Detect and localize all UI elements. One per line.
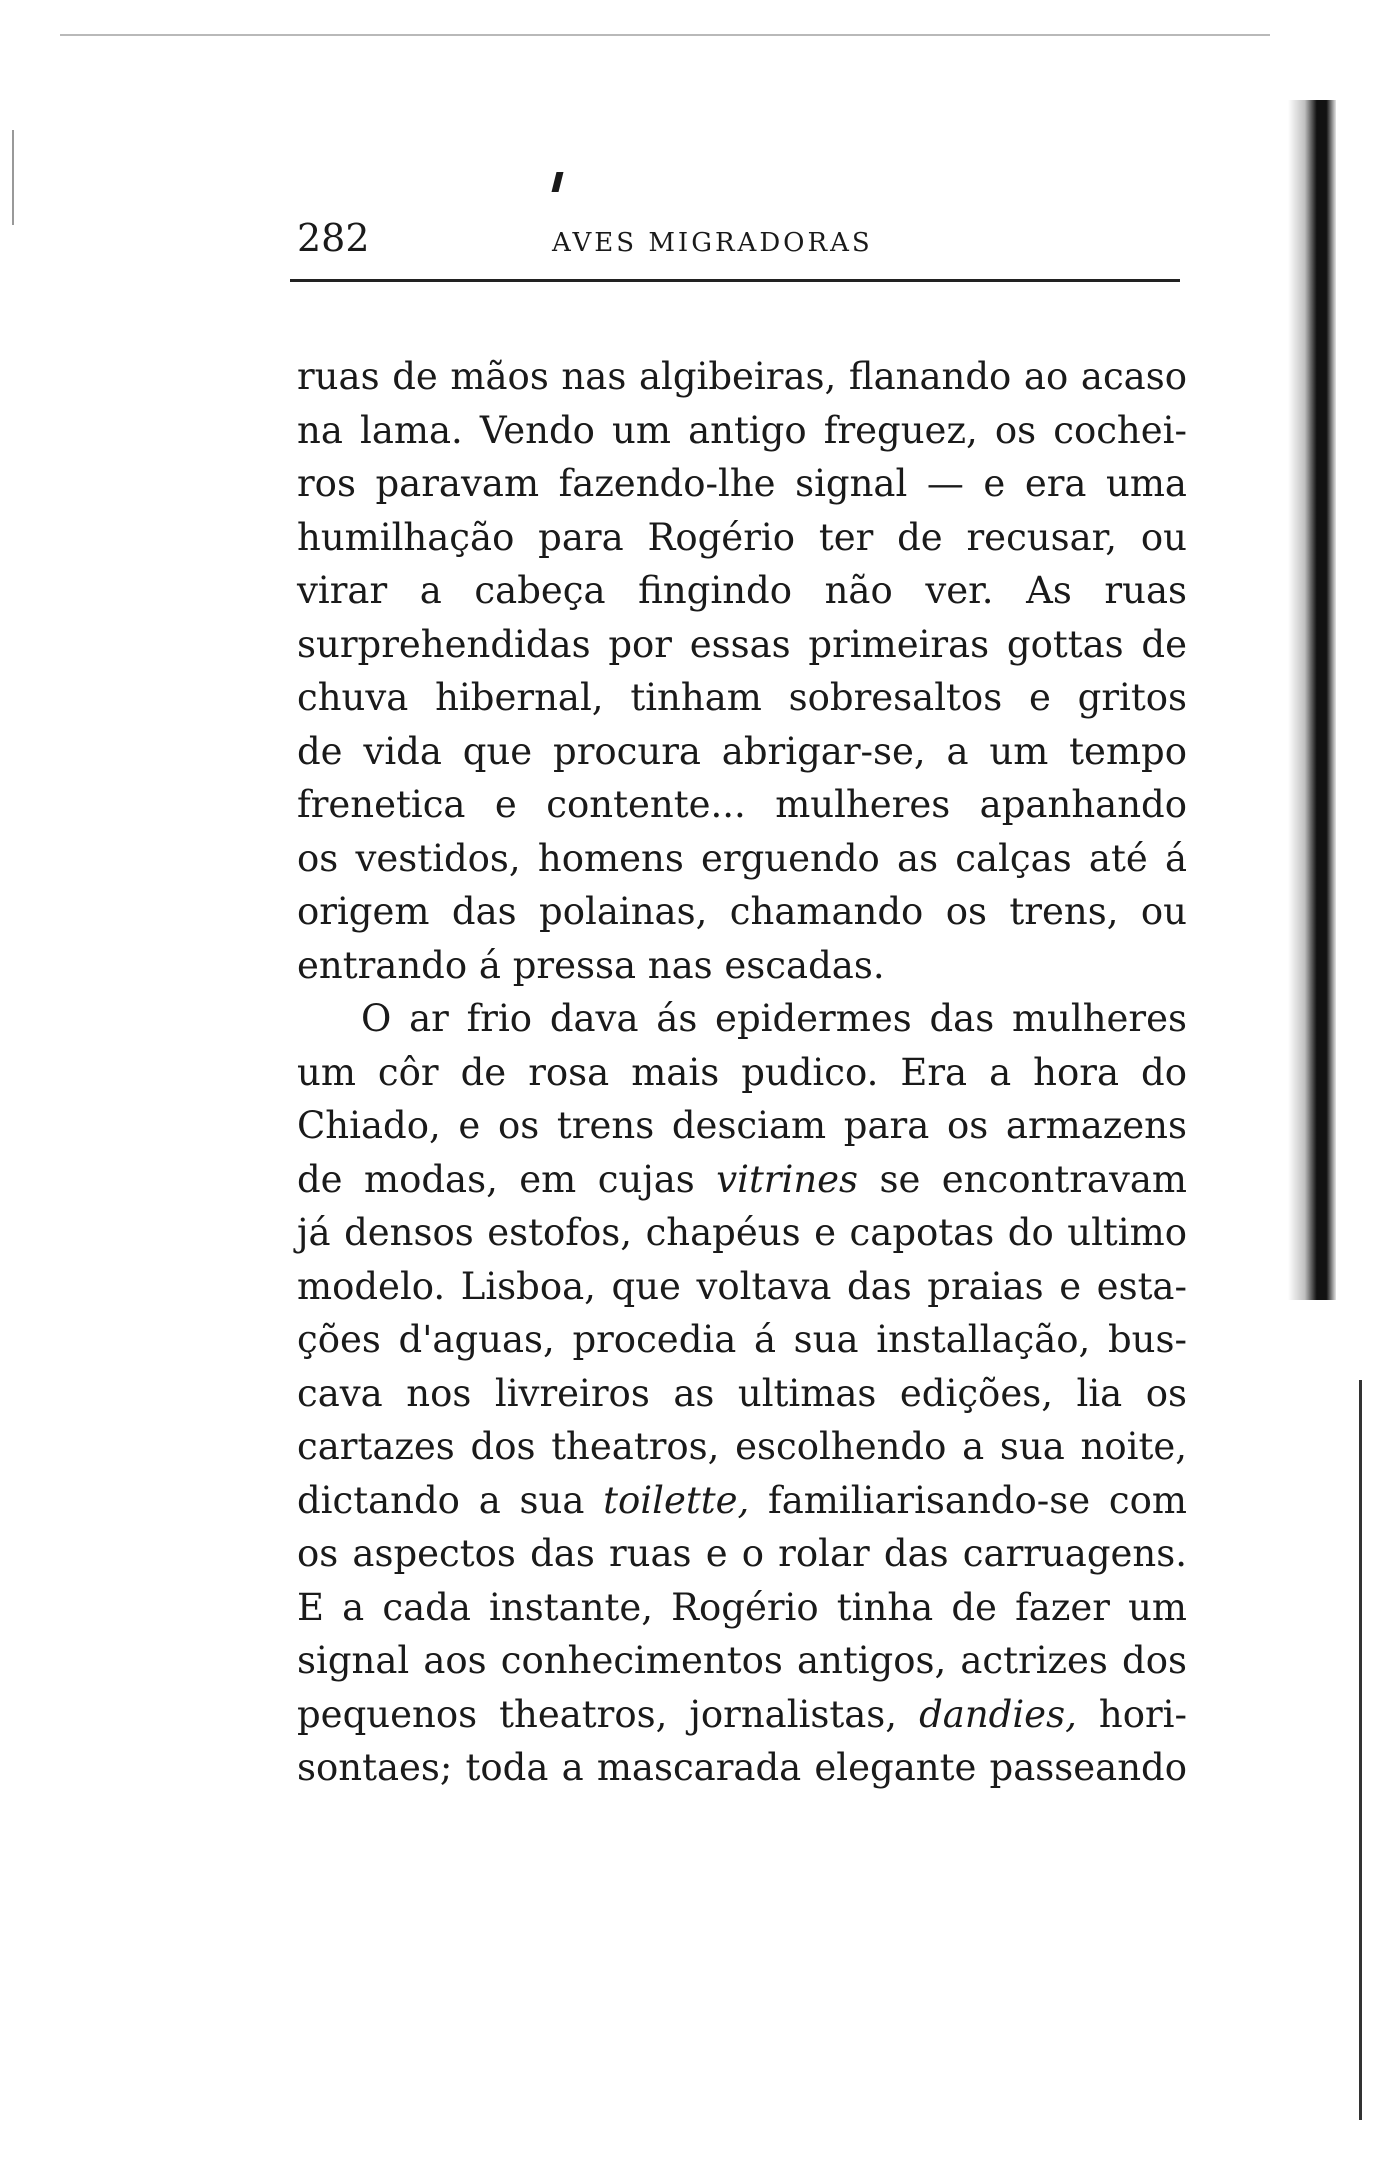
text-line: frenetica e contente... mulheres apanhando	[297, 783, 1187, 826]
text-line: na lama. Vendo um antigo freguez, os cochei-	[297, 408, 1187, 452]
margin-mark	[12, 130, 14, 225]
text-line: ruas de mãos nas algibeiras, flanando ao acaso	[297, 355, 1187, 398]
text-line: cava nos livreiros as ultimas edições, lia os	[297, 1371, 1187, 1415]
text-line: surprehendidas por essas primeiras gottas de	[297, 622, 1187, 666]
page-top-edge	[60, 34, 1270, 36]
binding-shadow	[1288, 100, 1336, 1300]
text-line: de vida que procura abrigar-se, a um tempo	[297, 729, 1187, 773]
ink-mark	[552, 172, 564, 192]
text-line: entrando á pressa nas escadas.	[297, 943, 885, 987]
binding-edge-line	[1359, 1380, 1362, 2120]
text-line: Chiado, e os trens desciam para os armazens	[297, 1104, 1187, 1147]
italic-word: dandies,	[919, 1692, 1077, 1736]
text-segment: de modas, em cujas	[297, 1157, 717, 1201]
text-line: ros paravam fazendo-lhe signal — e era uma	[297, 462, 1187, 505]
text-segment: dictando a sua	[297, 1478, 604, 1522]
text-line: um côr de rosa mais pudico. Era a hora do	[297, 1050, 1187, 1094]
text-segment: familiarisando-se com	[749, 1478, 1187, 1522]
running-title: AVES MIGRADORAS	[552, 228, 873, 258]
page-number: 282	[297, 216, 370, 260]
text-line: ções d'aguas, procedia á sua installação, bus-	[297, 1318, 1187, 1361]
text-line	[297, 1688, 1187, 1742]
text-line: E a cada instante, Rogério tinha de fazer um	[297, 1585, 1187, 1629]
text-line: os vestidos, homens erguendo as calças até á	[297, 836, 1187, 880]
text-line	[297, 1474, 1187, 1528]
text-line: sontaes; toda a mascarada elegante passeando	[297, 1746, 1187, 1789]
header-rule	[290, 279, 1180, 282]
text-line: cartazes dos theatros, escolhendo a sua noite,	[297, 1425, 1187, 1468]
text-segment: hori-	[1076, 1692, 1188, 1736]
text-segment: se encontravam	[858, 1157, 1187, 1201]
body-text	[297, 350, 1187, 1795]
italic-word: toilette,	[603, 1478, 750, 1522]
text-line: modelo. Lisboa, que voltava das praias e esta-	[297, 1264, 1187, 1308]
text-line: origem das polainas, chamando os trens, ou	[297, 890, 1187, 933]
paragraph-start-line: O ar frio dava ás epidermes das mulheres	[361, 997, 1187, 1040]
text-line: já densos estofos, chapéus e capotas do ultimo	[297, 1211, 1187, 1254]
text-line: os aspectos das ruas e o rolar das carruagens.	[297, 1532, 1187, 1575]
page-header	[297, 216, 1182, 276]
text-line: humilhação para Rogério ter de recusar, ou	[297, 515, 1187, 559]
text-line	[297, 1153, 1187, 1207]
text-line: virar a cabeça fingindo não ver. As ruas	[297, 569, 1187, 612]
text-line: signal aos conhecimentos antigos, actrizes dos	[297, 1639, 1187, 1682]
text-segment: pequenos theatros, jornalistas,	[297, 1692, 920, 1736]
italic-word: vitrines	[716, 1157, 859, 1201]
text-line: chuva hibernal, tinham sobresaltos e gritos	[297, 676, 1187, 719]
